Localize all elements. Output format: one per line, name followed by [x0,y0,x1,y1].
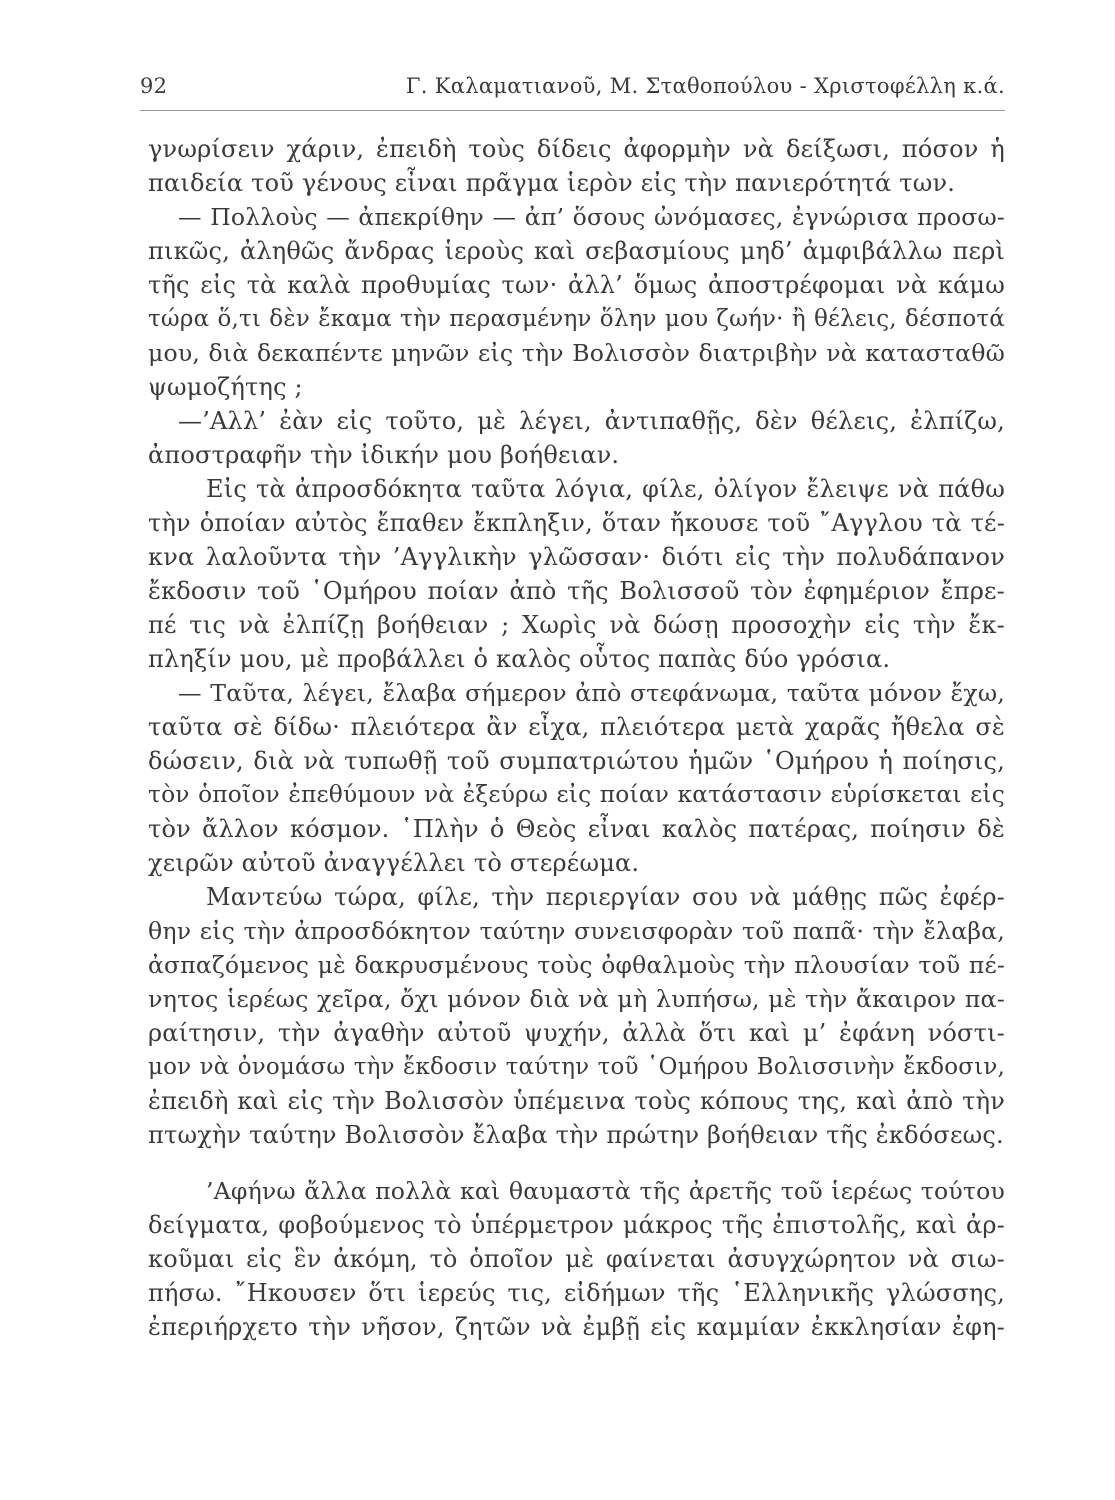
text-line: παιδεία τοῦ γένους εἶναι πρᾶγμα ἱερὸν εἰς τὴν πανιερότητά των. [148,169,956,197]
body-text [148,132,1005,1344]
text-line: ψωμοζήτης ; [148,373,303,401]
text-line: Μαντεύω τώρα, φίλε, τὴν περιεργίαν σου νὰ μάθῃς πῶς ἐφέρ- [206,883,1005,911]
text-line: τὸν ἄλλον κόσμον. ῾Πλὴν ὁ Θεὸς εἶναι καλὸς πατέρας, ποίησιν δὲ [148,815,1005,843]
text-line: τώρα ὅ,τι δὲν ἔκαμα τὴν περασμένην ὅλην μου ζωήν· ἢ θέλεις, δέσποτά [148,306,1005,332]
text-line: ταῦτα σὲ δίδω· πλειότερα ἂν εἶχα, πλειότερα μετὰ χαρᾶς ἤθελα σὲ [148,713,1005,741]
paragraph-gap [148,1152,1005,1174]
text-line: κνα λαλοῦντα τὴν ’Αγγλικὴν γλῶσσαν· διότι εἰς τὴν πολυδάπανον [148,543,1005,571]
page-header [140,68,1005,104]
text-line: χειρῶν αὐτοῦ ἀναγγέλλει τὸ στερέωμα. [148,849,640,877]
text-line: ἐπεριήρχετο τὴν νῆσον, ζητῶν νὰ ἐμβῇ εἰς καμμίαν ἐκκλησίαν ἐφη- [148,1313,1005,1341]
text-line: τὴν ὁποίαν αὐτὸς ἔπαθεν ἔκπληξιν, ὅταν ἤκουσε τοῦ ῎Αγγλου τὰ τέ- [148,509,1005,537]
text-line: πικῶς, ἀληθῶς ἄνδρας ἱεροὺς καὶ σεβασμίους μηδ’ ἀμφιβάλλω περὶ [148,237,1005,265]
running-head: Γ. Καλαματιανοῦ, Μ. Σταθοπούλου - Χριστοφέλλη κ.ά. [405,74,1005,98]
text-line: δώσειν, διὰ νὰ τυπωθῇ τοῦ συμπατριώτου ἡμῶν ῾Ομήρου ἡ ποίησις, [148,747,1005,775]
text-line: πτωχὴν ταύτην Βολισσὸν ἔλαβα τὴν πρώτην βοήθειαν τῆς ἐκδόσεως. [148,1121,1004,1149]
header-rule [140,110,1005,111]
text-line: ραίτησιν, τὴν ἀγαθὴν αὐτοῦ ψυχήν, ἀλλὰ ὅτι καὶ μ’ ἐφάνη νόστι- [148,1019,1005,1047]
text-line: ἔκδοσιν τοῦ ῾Ομήρου ποίαν ἀπὸ τῆς Βολισσοῦ τὸν ἐφημέριον ἔπρε- [148,577,1005,605]
text-line: ἐπειδὴ καὶ εἰς τὴν Βολισσὸν ὑπέμεινα τοὺς κόπους της, καὶ ἀπὸ τὴν [148,1087,1005,1115]
text-line: ἀποστραφῆν τὴν ἰδικήν μου βοήθειαν. [148,441,620,469]
text-line: θην εἰς τὴν ἀπροσδόκητον ταύτην συνεισφορὰν τοῦ παπᾶ· τὴν ἔλαβα, [148,917,1005,945]
text-line: πήσω. ῎Ηκουσεν ὅτι ἱερεύς τις, εἰδήμων τῆς ῾Ελληνικῆς γλώσσης, [148,1279,1005,1307]
text-line: μου, διὰ δεκαπέντε μηνῶν εἰς τὴν Βολισσὸν διατριβὴν νὰ κατασταθῶ [148,339,1005,367]
text-line: Εἰς τὰ ἀπροσδόκητα ταῦτα λόγια, φίλε, ὀλίγον ἔλειψε νὰ πάθω [206,475,1005,503]
text-line: νητος ἱερέως χεῖρα, ὄχι μόνον διὰ νὰ μὴ λυπήσω, μὲ τὴν ἄκαιρον πα- [148,985,1005,1013]
text-line: —’Αλλ’ ἐὰν εἰς τοῦτο, μὲ λέγει, ἀντιπαθῇς, δὲν θέλεις, ἐλπίζω, [178,407,1005,435]
text-line: ἀσπαζόμενος μὲ δακρυσμένους τοὺς ὀφθαλμοὺς τὴν πλουσίαν τοῦ πέ- [148,951,1005,979]
text-line: — Πολλοὺς — ἀπεκρίθην — ἀπ’ ὅσους ὠνόμασες, ἐγνώρισα προσω- [178,203,1005,231]
text-line: τῆς εἰς τὰ καλὰ προθυμίας των· ἀλλ’ ὅμως ἀποστρέφομαι νὰ κάμω [148,271,1005,299]
text-line: μον νὰ ὀνομάσω τὴν ἔκδοσιν ταύτην τοῦ ῾Ομήρου Βολισσινὴν ἔκδοσιν, [148,1054,1005,1080]
text-line: κοῦμαι εἰς ἓν ἀκόμη, τὸ ὁποῖον μὲ φαίνεται ἀσυγχώρητον νὰ σιω- [148,1245,1005,1273]
text-line: γνωρίσειν χάριν, ἐπειδὴ τοὺς δίδεις ἀφορμὴν νὰ δείξωσι, πόσον ἡ [148,135,1005,163]
text-line: — Ταῦτα, λέγει, ἔλαβα σήμερον ἀπὸ στεφάνωμα, ταῦτα μόνον ἔχω, [178,679,1005,707]
text-line: τὸν ὁποῖον ἐπεθύμουν νὰ ἐξεύρω εἰς ποίαν κατάστασιν εὑρίσκεται εἰς [148,781,1005,808]
text-line: πληξίν μου, μὲ προβάλλει ὁ καλὸς οὗτος παπὰς δύο γρόσια. [148,645,891,673]
text-line: δείγματα, φοβούμενος τὸ ὑπέρμετρον μάκρος τῆς ἐπιστολῆς, καὶ ἀρ- [148,1211,1005,1239]
text-line: πέ τις νὰ ἐλπίζῃ βοήθειαν ; Χωρὶς νὰ δώσῃ προσοχὴν εἰς τὴν ἔκ- [148,611,1005,639]
page-number: 92 [140,74,168,98]
text-line: ’Αφήνω ἄλλα πολλὰ καὶ θαυμαστὰ τῆς ἀρετῆς τοῦ ἱερέως τούτου [206,1177,1005,1205]
